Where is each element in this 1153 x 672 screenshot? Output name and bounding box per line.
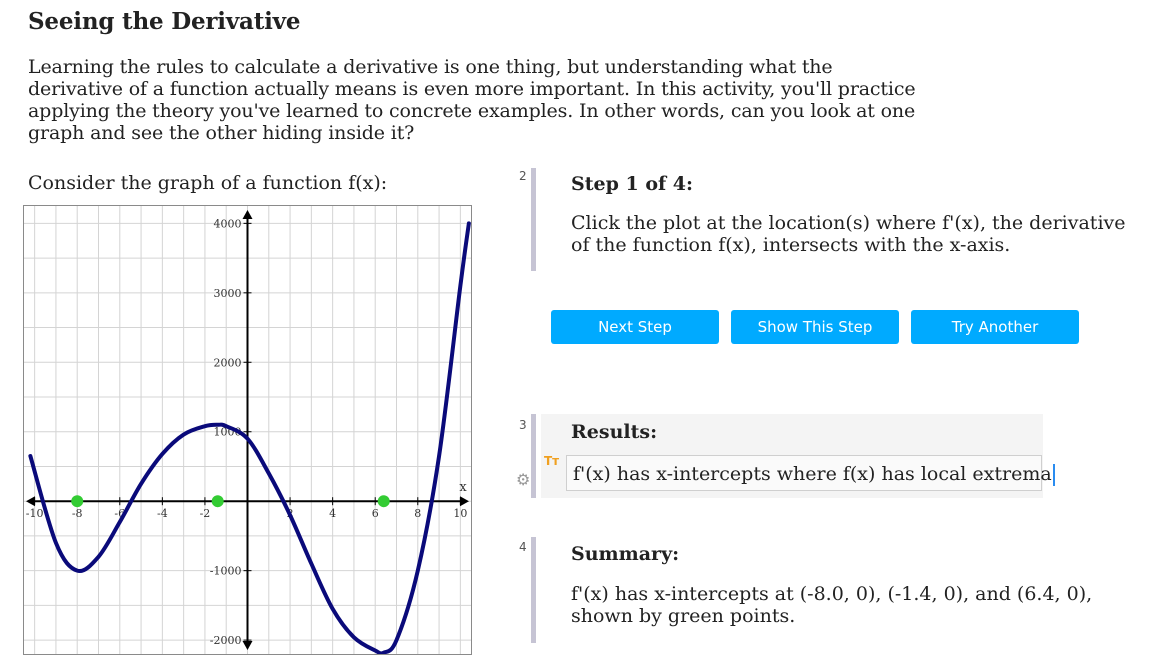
next-step-button[interactable]: Next Step (551, 310, 719, 344)
derivative-zero-point (212, 495, 224, 507)
x-tick-label: 4 (329, 507, 337, 521)
x-tick-label: 2 (286, 507, 294, 521)
gear-icon[interactable]: ⚙ (516, 470, 531, 489)
x-axis-label: x (459, 480, 467, 496)
y-tick-label: 4000 (213, 217, 242, 231)
intro-paragraph: Learning the rules to calculate a derivative is one thing, but understanding what the derivative of a function actually means is even more important. In this activity, you'll practice applying the theory you've learned to concrete examples. In other words, can you look at one graph and see the other hiding inside it? (28, 56, 916, 144)
y-tick-label: 3000 (213, 286, 242, 300)
cell-bar-step (531, 168, 536, 271)
cell-number-results: 3 (519, 418, 527, 432)
consider-label: Consider the graph of a function f(x): (28, 172, 388, 194)
y-axis-arrow-up (243, 210, 253, 219)
y-axis-arrow-down (243, 641, 253, 650)
x-tick-label: -10 (25, 507, 44, 521)
y-tick-label: 2000 (213, 356, 242, 370)
cell-number-summary: 4 (519, 540, 527, 554)
cell-number-step: 2 (519, 169, 527, 183)
x-tick-label: -8 (71, 507, 83, 521)
step-instruction: Click the plot at the location(s) where f'(x), the derivative of the function f(x), intersects with the x-axis. (571, 212, 1126, 256)
step-heading: Step 1 of 4: (571, 173, 694, 195)
x-tick-label: 8 (414, 507, 422, 521)
show-this-step-button[interactable]: Show This Step (731, 310, 899, 344)
cell-bar-summary (531, 537, 536, 643)
text-cursor (1053, 464, 1055, 486)
cell-bar-results (531, 414, 536, 498)
x-axis-arrow-right (460, 496, 469, 506)
x-tick-label: 6 (371, 507, 379, 521)
x-tick-label: -4 (156, 507, 168, 521)
try-another-button[interactable]: Try Another (911, 310, 1079, 344)
x-tick-label: -2 (199, 507, 211, 521)
derivative-zero-point (71, 495, 83, 507)
function-graph[interactable] (23, 205, 472, 655)
function-curve (30, 223, 468, 653)
y-tick-label: -1000 (209, 564, 242, 578)
y-tick-label: -2000 (209, 634, 242, 648)
results-text-field[interactable] (566, 455, 1052, 491)
function-plot-svg[interactable] (24, 206, 471, 654)
x-axis-arrow-left (26, 496, 35, 506)
summary-text: f'(x) has x-intercepts at (-8.0, 0), (-1.4, 0), and (6.4, 0), shown by green points. (571, 583, 1093, 627)
derivative-zero-point (378, 495, 390, 507)
x-tick-label: 10 (453, 507, 468, 521)
results-text: f'(x) has x-intercepts where f(x) has local extrema (573, 463, 1052, 485)
results-heading: Results: (571, 421, 658, 443)
text-format-icon[interactable]: Tт (544, 454, 560, 468)
y-tick-label: 1000 (213, 425, 242, 439)
summary-heading: Summary: (571, 543, 680, 565)
page-title: Seeing the Derivative (28, 8, 301, 35)
x-tick-label: -6 (114, 507, 126, 521)
